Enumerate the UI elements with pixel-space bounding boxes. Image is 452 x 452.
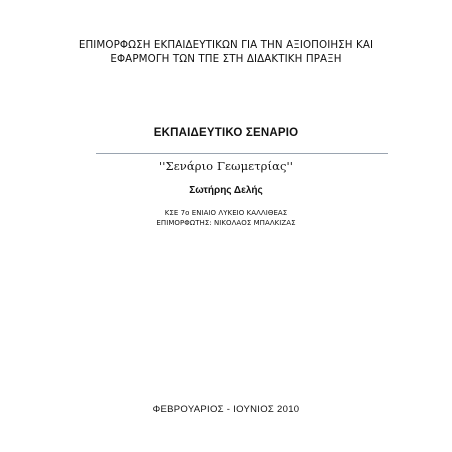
header-line-1: ΕΠΙΜΟΡΦΩΣΗ ΕΚΠΑΙΔΕΥΤΙΚΩΝ ΓΙΑ ΤΗΝ ΑΞΙΟΠΟΙΗΣΗ ΚΑΙ	[78, 39, 374, 51]
document-header	[40, 38, 412, 66]
author-info	[60, 209, 392, 228]
title-divider	[96, 153, 388, 154]
info-line-trainer: ΕΠΙΜΟΡΦΩΤΗΣ: ΝΙΚΟΛΑΟΣ ΜΠΑΛΚΙΖΑΣ	[156, 218, 296, 227]
header-line-2: ΕΦΑΡΜΟΓΗ ΤΩΝ ΤΠΕ ΣΤΗ ΔΙΔΑΚΤΙΚΗ ΠΡΑΞΗ	[110, 53, 342, 65]
author-name: Σωτήρης Δελής	[189, 185, 263, 196]
document-subtitle: ''Σενάριο Γεωμετρίας''	[158, 159, 294, 173]
info-line-school: ΚΣΕ 7ο ΕΝΙΑΙΟ ΛΥΚΕΙΟ ΚΑΛΛΙΘΕΑΣ	[164, 209, 288, 217]
document-date: ΦΕΒΡΟΥΑΡΙΟΣ - ΙΟΥΝΙΟΣ 2010	[152, 404, 300, 415]
document-title: ΕΚΠΑΙΔΕΥΤΙΚΟ ΣΕΝΑΡΙΟ	[153, 127, 299, 139]
